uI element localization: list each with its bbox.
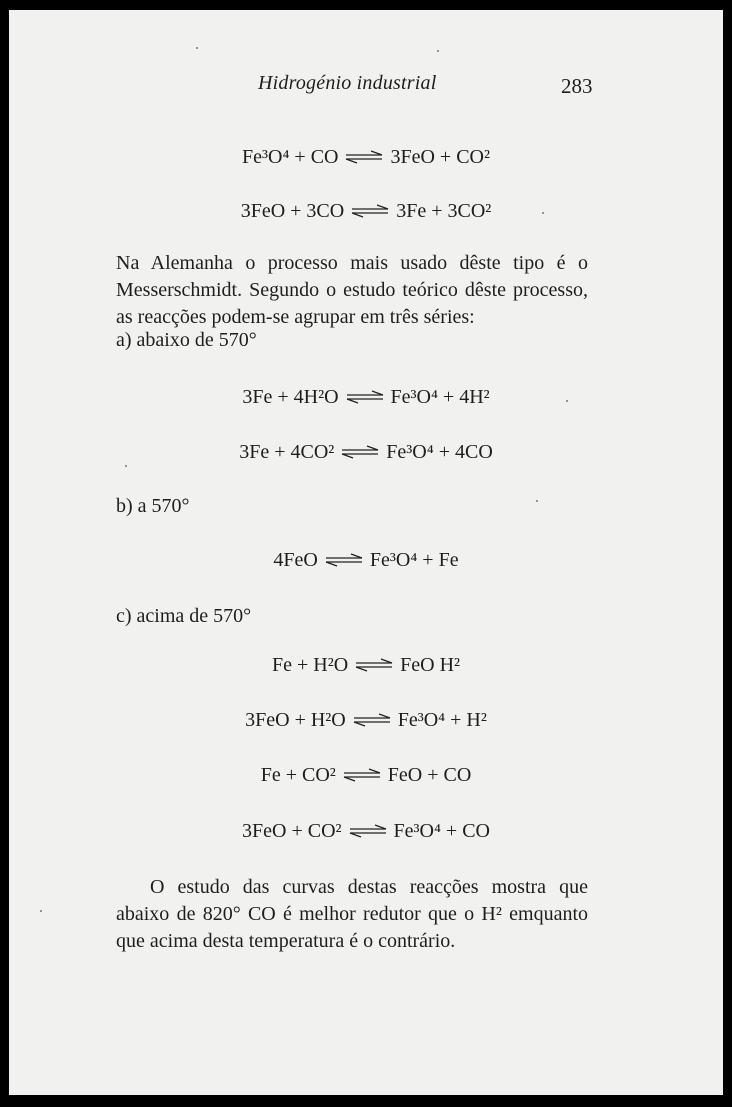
equilibrium-arrow-icon [349,822,387,840]
print-speck [536,500,538,502]
print-speck [125,465,127,467]
equation-c4 [0,820,732,843]
equation-2-products: 3Fe + 3CO² [396,200,492,222]
print-speck [542,212,544,214]
equation-b1 [0,549,732,572]
equation-c4-products: Fe³O⁴ + CO [393,820,490,842]
equation-c4-reactants: 3FeO + CO² [242,820,342,842]
equation-1 [0,146,732,169]
equation-c1 [0,654,732,677]
print-speck [437,50,439,52]
equation-2 [0,200,732,223]
equation-b1-reactants: 4FeO [273,549,318,571]
equilibrium-arrow-icon [346,388,384,406]
equation-c2-reactants: 3FeO + H²O [245,709,346,731]
section-b-label: b) a 570° [116,495,190,517]
equation-1-reactants: Fe³O⁴ + CO [242,146,339,168]
equilibrium-arrow-icon [351,202,389,220]
equation-c3-products: FeO + CO [387,764,472,786]
print-speck [196,47,198,49]
equilibrium-arrow-icon [345,148,383,166]
equation-1-products: 3FeO + CO² [390,146,490,168]
equation-c2 [0,709,732,732]
section-a-label: a) abaixo de 570° [116,329,257,351]
equation-a1-reactants: 3Fe + 4H²O [242,386,339,408]
paragraph-intro: Na Alemanha o processo mais usado dêste tipo é o Messerschmidt. Segundo o estudo teórico dêste processo, as reacções podem-se agrupar em três séries: [116,252,588,328]
paragraph-conclusion: O estudo das curvas destas reacções mostra que abaixo de 820° CO é melhor redutor que o H² emquanto que acima desta temperatura é o contrário. [116,876,588,952]
running-header-title: Hidrogénio industrial [258,72,437,94]
equation-a2-products: Fe³O⁴ + 4CO [386,441,493,463]
equation-c2-products: Fe³O⁴ + H² [397,709,487,731]
equilibrium-arrow-icon [325,551,363,569]
print-speck [40,910,42,912]
equation-c3 [0,764,732,787]
equation-a1 [0,386,732,409]
equation-b1-products: Fe³O⁴ + Fe [369,549,459,571]
section-c-label: c) acima de 570° [116,605,252,627]
equilibrium-arrow-icon [353,711,391,729]
equation-c1-products: FeO H² [400,654,461,676]
equation-2-reactants: 3FeO + 3CO [240,200,345,222]
equilibrium-arrow-icon [343,766,381,784]
print-speck [566,400,568,402]
equation-a2-reactants: 3Fe + 4CO² [239,441,335,463]
equation-c3-reactants: Fe + CO² [260,764,336,786]
equilibrium-arrow-icon [355,656,393,674]
page-number: 283 [561,74,593,98]
equilibrium-arrow-icon [341,443,379,461]
equation-c1-reactants: Fe + H²O [271,654,349,676]
equation-a2 [0,441,732,464]
equation-a1-products: Fe³O⁴ + 4H² [390,386,490,408]
